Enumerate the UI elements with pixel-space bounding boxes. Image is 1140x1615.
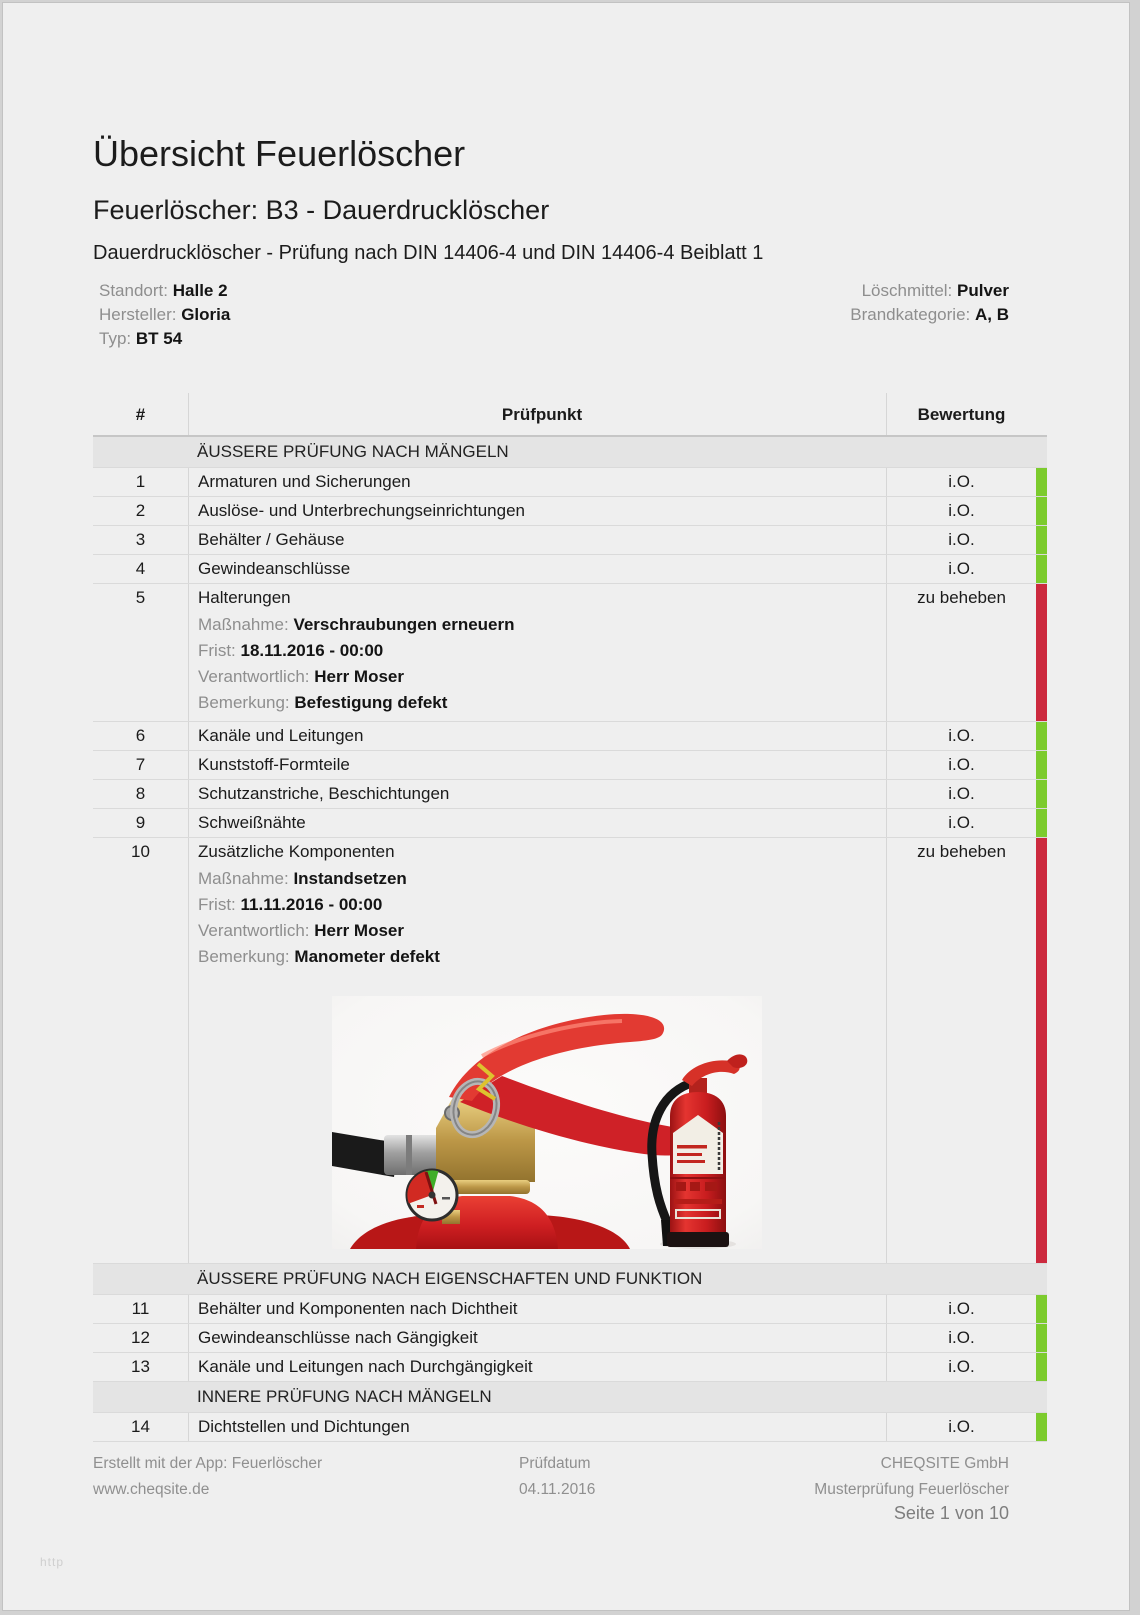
detail-line — [198, 944, 886, 970]
meta-block-left — [99, 279, 230, 351]
footer-right — [814, 1451, 1009, 1502]
meta-typ — [99, 327, 230, 351]
row-pruefpunkt: Schutzanstriche, Beschichtungen — [188, 780, 886, 808]
footer-app-line: Erstellt mit der App: Feuerlöscher — [93, 1455, 323, 1472]
inspection-table — [93, 393, 1047, 1442]
table-row — [93, 1413, 1047, 1442]
status-bar — [1036, 555, 1047, 583]
fire-extinguisher-photo — [332, 996, 762, 1249]
row-number: 8 — [135, 784, 146, 803]
footer-company: CHEQSITE GmbH — [880, 1455, 1009, 1472]
watermark-text: http — [40, 1555, 65, 1569]
detail-label: Maßnahme: — [198, 869, 289, 888]
footer-website: www.cheqsite.de — [93, 1480, 210, 1498]
detail-value: Manometer defekt — [294, 947, 440, 966]
table-row — [93, 1353, 1047, 1382]
status-bar — [1036, 584, 1047, 721]
meta-label: Standort: — [99, 281, 168, 300]
table-row — [93, 751, 1047, 780]
row-rating: zu beheben — [886, 584, 1036, 721]
row-number: 7 — [135, 755, 146, 774]
meta-standort — [99, 279, 230, 303]
meta-value: Halle 2 — [172, 281, 228, 300]
meta-loeschmittel — [850, 279, 1009, 303]
meta-label: Hersteller: — [99, 305, 177, 324]
detail-value: Herr Moser — [314, 667, 404, 686]
row-rating: i.O. — [886, 1295, 1036, 1323]
header-pruefpunkt: Prüfpunkt — [188, 393, 886, 435]
row-pruefpunkt: Schweißnähte — [188, 809, 886, 837]
status-bar — [1036, 1353, 1047, 1381]
detail-line — [198, 918, 886, 944]
header-num: # — [135, 405, 146, 424]
detail-value: Instandsetzen — [293, 869, 407, 888]
meta-label: Löschmittel: — [861, 281, 953, 300]
page-title: Übersicht Feuerlöscher — [93, 133, 466, 174]
row-title: Zusätzliche Komponenten — [198, 842, 395, 861]
detail-line — [198, 690, 886, 716]
detail-line — [198, 866, 886, 892]
table-row — [93, 780, 1047, 809]
meta-value: A, B — [975, 305, 1009, 324]
table-row — [93, 526, 1047, 555]
row-pruefpunkt: Dichtstellen und Dichtungen — [188, 1413, 886, 1441]
detail-label: Bemerkung: — [198, 693, 290, 712]
row-pruefpunkt: Behälter / Gehäuse — [188, 526, 886, 554]
row-rating: i.O. — [886, 526, 1036, 554]
detail-label: Frist: — [198, 641, 236, 660]
detail-label: Frist: — [198, 895, 236, 914]
row-number: 12 — [131, 1328, 150, 1347]
row-number: 4 — [135, 559, 146, 578]
status-bar — [1036, 468, 1047, 496]
table-row — [93, 1295, 1047, 1324]
header-bar-spacer — [1036, 393, 1047, 435]
header-bewertung: Bewertung — [886, 393, 1036, 435]
row-rating: i.O. — [886, 497, 1036, 525]
row-pruefpunkt: Kunststoff-Formteile — [188, 751, 886, 779]
extinguisher-subtitle: Feuerlöscher: B3 - Dauerdrucklöscher — [93, 195, 550, 225]
small-base — [667, 1232, 729, 1247]
row-pruefpunkt: Kanäle und Leitungen nach Durchgängigkeit — [188, 1353, 886, 1381]
row-pruefpunkt: Gewindeanschlüsse — [188, 555, 886, 583]
status-bar — [1036, 497, 1047, 525]
table-row-with-details — [93, 584, 1047, 722]
meta-hersteller — [99, 303, 230, 327]
status-bar — [1036, 1295, 1047, 1323]
detail-label: Verantwortlich: — [198, 667, 310, 686]
row-number: 9 — [135, 813, 146, 832]
detail-value: Verschraubungen erneuern — [293, 615, 515, 634]
row-rating: i.O. — [886, 780, 1036, 808]
status-bar — [1036, 1413, 1047, 1441]
footer-left — [93, 1451, 322, 1502]
detail-value: Herr Moser — [314, 921, 404, 940]
row-number: 5 — [135, 588, 146, 607]
detail-value: Befestigung defekt — [294, 693, 448, 712]
detail-label: Maßnahme: — [198, 615, 289, 634]
standard-line: Dauerdrucklöscher - Prüfung nach DIN 14406-4 und DIN 14406-4 Beiblatt 1 — [93, 242, 764, 264]
meta-value: Pulver — [957, 281, 1009, 300]
footer-center — [519, 1451, 595, 1502]
status-bar — [1036, 751, 1047, 779]
row-rating: i.O. — [886, 468, 1036, 496]
detail-line — [198, 638, 886, 664]
row-pruefpunkt — [188, 838, 886, 1263]
row-number: 6 — [135, 726, 146, 745]
table-row-with-details — [93, 838, 1047, 1264]
meta-value: Gloria — [181, 305, 231, 324]
detail-value: 11.11.2016 - 00:00 — [240, 895, 383, 914]
row-title: Halterungen — [198, 588, 291, 607]
row-rating: i.O. — [886, 1413, 1036, 1441]
status-bar — [1036, 838, 1047, 1263]
page-number: Seite 1 von 10 — [893, 1503, 1009, 1523]
row-number: 1 — [135, 472, 146, 491]
table-row — [93, 497, 1047, 526]
meta-label: Brandkategorie: — [850, 305, 971, 324]
row-rating: i.O. — [886, 1353, 1036, 1381]
detail-line — [198, 664, 886, 690]
meta-brandkategorie — [850, 303, 1009, 327]
detail-value: 18.11.2016 - 00:00 — [240, 641, 384, 660]
row-pruefpunkt — [188, 584, 886, 721]
footer-report-name: Musterprüfung Feuerlöscher — [814, 1480, 1009, 1498]
report-page — [2, 2, 1130, 1611]
row-number: 2 — [135, 501, 146, 520]
meta-label: Typ: — [99, 329, 132, 348]
row-number: 14 — [131, 1417, 150, 1436]
row-number: 10 — [131, 842, 150, 861]
row-rating: i.O. — [886, 722, 1036, 750]
status-bar — [1036, 809, 1047, 837]
meta-block-right — [850, 279, 1009, 327]
status-bar — [1036, 722, 1047, 750]
row-number: 3 — [135, 530, 146, 549]
row-pruefpunkt: Auslöse- und Unterbrechungseinrichtungen — [188, 497, 886, 525]
footer-pruefdatum-value: 04.11.2016 — [519, 1480, 596, 1498]
row-rating: i.O. — [886, 555, 1036, 583]
table-row — [93, 722, 1047, 751]
table-header-row — [93, 393, 1047, 437]
table-row — [93, 468, 1047, 497]
row-number: 13 — [131, 1357, 150, 1376]
meta-value: BT 54 — [135, 329, 183, 348]
section-row: ÄUSSERE PRÜFUNG NACH MÄNGELN — [93, 437, 1047, 468]
row-rating: i.O. — [886, 751, 1036, 779]
detail-label: Bemerkung: — [198, 947, 290, 966]
row-rating: zu beheben — [886, 838, 1036, 1263]
status-bar — [1036, 526, 1047, 554]
row-rating: i.O. — [886, 809, 1036, 837]
row-pruefpunkt: Armaturen und Sicherungen — [188, 468, 886, 496]
section-row: INNERE PRÜFUNG NACH MÄNGELN — [93, 1382, 1047, 1413]
row-pruefpunkt: Gewindeanschlüsse nach Gängigkeit — [188, 1324, 886, 1352]
detail-label: Verantwortlich: — [198, 921, 310, 940]
detail-line — [198, 612, 886, 638]
row-number: 11 — [131, 1299, 150, 1318]
status-bar — [1036, 1324, 1047, 1352]
row-pruefpunkt: Kanäle und Leitungen — [188, 722, 886, 750]
footer-pruefdatum-label: Prüfdatum — [519, 1455, 591, 1472]
row-rating: i.O. — [886, 1324, 1036, 1352]
row-pruefpunkt: Behälter und Komponenten nach Dichtheit — [188, 1295, 886, 1323]
table-row — [93, 1324, 1047, 1353]
section-row: ÄUSSERE PRÜFUNG NACH EIGENSCHAFTEN UND FUNKTION — [93, 1264, 1047, 1295]
table-row — [93, 555, 1047, 584]
table-row — [93, 809, 1047, 838]
status-bar — [1036, 780, 1047, 808]
detail-line — [198, 892, 886, 918]
